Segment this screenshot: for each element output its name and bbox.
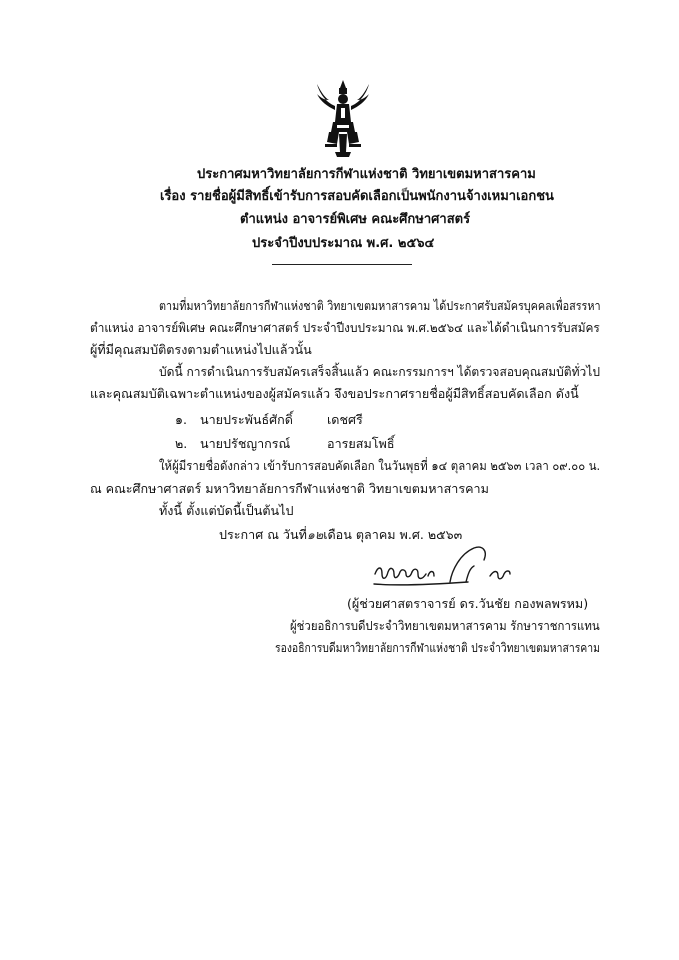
candidate-1-number: ๑. [175,412,187,427]
paragraph-2-line-1: บัดนี้ การดำเนินการรับสมัครเสร็จสิ้นแล้ว คณะกรรมการฯ ได้ตรวจสอบคุณสมบัติทั่วไป [159,364,600,379]
candidate-1-last-name: เดชศรี [327,412,363,427]
header-line-3: ตำแหน่ง อาจารย์พิเศษ คณะศึกษาศาสตร์ [240,212,471,227]
paragraph-2-line-2: และคุณสมบัติเฉพาะตำแหน่งของผู้สมัครแล้ว จึงขอประกาศรายชื่อผู้มีสิทธิ์สอบคัดเลือก ดังนี้ [90,386,579,401]
announcement-prefix: ประกาศ ณ วันที่ [219,527,307,542]
candidate-2-number: ๒. [175,436,188,451]
paragraph-3-line-2: ณ คณะศึกษาศาสตร์ มหาวิทยาลัยการกีฬาแห่งชาติ วิทยาเขตมหาสารคาม [90,481,489,496]
signature-image [370,540,535,598]
announcement-day-handwritten: ๑๒ [306,527,324,542]
paragraph-1-line-2: ตำแหน่ง อาจารย์พิเศษ คณะศึกษาศาสตร์ ประจำปีงบประมาณ พ.ศ.๒๕๖๔ และได้ดำเนินการรับสมัคร [90,320,600,335]
announcement-suffix: เดือน ตุลาคม พ.ศ. ๒๕๖๓ [323,527,463,542]
candidate-2-first-name: นายปรัชญากรณ์ [200,436,291,451]
signatory-title-2: รองอธิการบดีมหาวิทยาลัยการกีฬาแห่งชาติ ประจำวิทยาเขตมหาสารคาม [275,640,600,655]
paragraph-1-line-3: ผู้ที่มีคุณสมบัติตรงตามตำแหน่งไปแล้วนั้น [90,342,312,357]
paragraph-3-line-3: ทั้งนี้ ตั้งแต่บัดนี้เป็นต้นไป [159,503,294,518]
candidate-2-last-name: อารยสมโพธิ์ [327,436,395,451]
candidate-1-first-name: นายประพันธ์ศักดิ์ [200,412,293,427]
header-line-4: ประจำปีงบประมาณ พ.ศ. ๒๕๖๔ [252,236,435,251]
header-line-1: ประกาศมหาวิทยาลัยการกีฬาแห่งชาติ วิทยาเขตมหาสารคาม [197,167,536,182]
garuda-emblem-icon [315,78,371,158]
header-line-2: เรื่อง รายชื่อผู้มีสิทธิ์เข้ารับการสอบคัดเลือกเป็นพนักงานจ้างเหมาเอกชน [160,189,554,204]
signatory-name: (ผู้ช่วยศาสตราจารย์ ดร.วันชัย กองพลพรหม) [347,596,589,611]
paragraph-1-line-1: ตามที่มหาวิทยาลัยการกีฬาแห่งชาติ วิทยาเขตมหาสารคาม ได้ประกาศรับสมัครบุคคลเพื่อสรรหา [159,298,601,313]
signatory-title-1: ผู้ช่วยอธิการบดีประจำวิทยาเขตมหาสารคาม รักษาราชการแทน [290,618,600,633]
paragraph-3-line-1: ให้ผู้มีรายชื่อดังกล่าว เข้ารับการสอบคัดเลือก ในวันพุธที่ ๑๔ ตุลาคม ๒๕๖๓ เวลา ๐๙.๐๐ น. [159,458,601,473]
header-divider [272,264,412,265]
